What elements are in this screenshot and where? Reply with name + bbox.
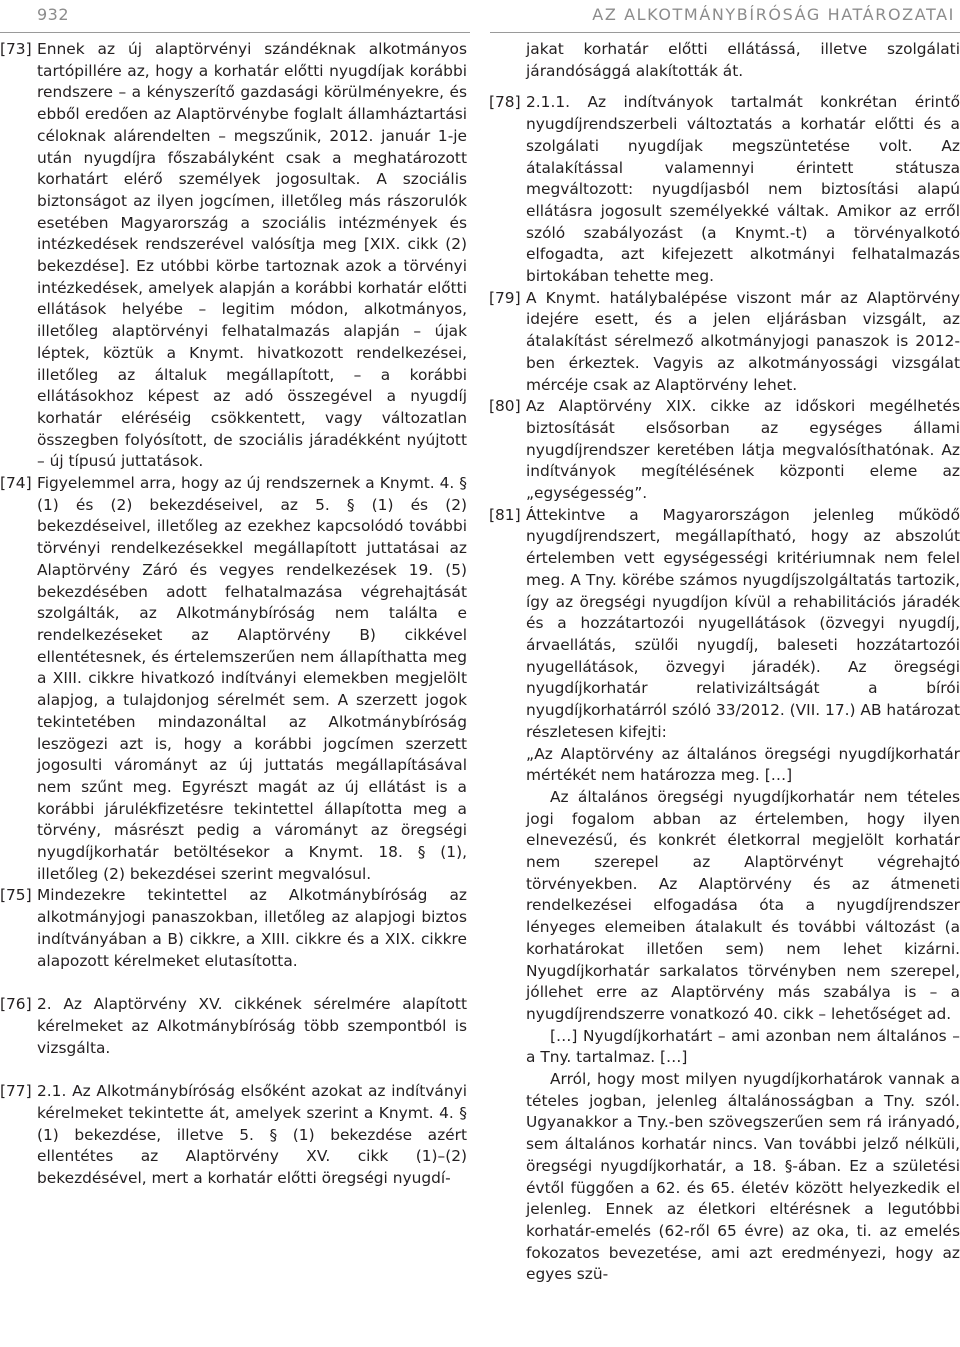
paragraph-text: Figyelemmel arra, hogy az új rendszernek a Knymt. 4. § (1) és (2) bekezdéseivel, az 5. § (1) és (2) bekezdéseivel, illetőleg az ezekhez kapcsolódó további törvényi rendelkezésekkel megállapított juttatásai az Alaptörvény Záró és vegyes rendelkezések 19. (5) bekezdésében adott felhatalmazása végrehajtását szolgálták, az Alkotmánybíróság nem találta e rendelkezéseket az Alaptörvény B) cikkével ellentétesnek, és értelemszerűen nem állapíthatta meg a XIII. cikkre hivatkozó indítványi elemekben megjelölt alapjog, a tulajdonjog sérelmét sem. A szerzett jogok tekintetében mindazonáltal az Alkotmánybíróság leszögezi azt is, hogy a korábbi jogcímen szerzett jogosulti várományt az új juttatás megállapításával nem szűnt meg. Egyrészt magát az új ellátást is a korábbi járulékfizetésre tekintettel állapította meg a törvény, másrészt pedig a várományt az öregségi nyugdíjkorhatár betöltésekor a Knymt. 18. § (1), illetőleg (2) bekezdései szerint megvalósul.: [37, 474, 467, 883]
paragraph-number: [79]: [489, 288, 521, 307]
paragraph-number: [78]: [489, 93, 521, 112]
quote-line: „Az Alaptörvény az általános öregségi nyugdíjkorhatár mértékét nem határozza meg. […]: [526, 744, 960, 785]
paragraph-number: [74]: [0, 474, 32, 493]
paragraph-79: [489, 288, 960, 397]
paragraph-number: [76]: [0, 995, 32, 1014]
header-rule-right: [490, 32, 960, 33]
page-number: 932: [37, 5, 70, 24]
running-title: AZ ALKOTMÁNYBÍRÓSÁG HATÁROZATAI: [592, 5, 955, 24]
paragraph-78: [489, 92, 960, 287]
paragraph-number: [81]: [489, 505, 521, 524]
quote-line: Arról, hogy most milyen nyugdíjkorhatárok vannak a tételes jogban, jelenleg általánosságban a Tny. szól. Ugyanakkor a Tny.-ben szövegszerűen sem rá irányadó, sem általános korhatár nincs. Van további jelző nélküli, öregségi nyugdíjkorhatár, a 18. §-ában. Ez a születési évtől függően a 62. és 65. életév között helyezkedik el jelenleg. Ennek az életkori eltérésnek a legutóbbi korhatár-emelés (62-ről 65 évre) az oka, ti. az emelés fokozatos bevezetése, ami azt eredményezi, hogy az egyes szü-: [526, 1070, 960, 1284]
paragraph-76: [0, 994, 467, 1059]
right-column: [489, 39, 960, 1286]
paragraph-text: A Knymt. hatálybalépése viszont már az Alaptörvény idejére esett, és a jelen eljárásban vizsgált, az átalakítást sérelmező alkotmányjogi panaszok is 2012-ben érkeztek. Vagyis az alkotmányossági vizsgálat mércéje csak az Alaptörvény lehet.: [526, 288, 960, 394]
paragraph-number: [80]: [489, 397, 521, 416]
paragraph-number: [73]: [0, 40, 32, 58]
quote-line: […] Nyugdíjkorhatárt – ami azonban nem általános – a Tny. tartalmaz. […]: [526, 1026, 960, 1067]
paragraph-81: [489, 505, 960, 744]
paragraph-73: [0, 39, 467, 473]
paragraph-text: jakat korhatár előtti ellátássá, illetve szolgálati járandósággá alakították át.: [526, 40, 960, 80]
paragraph-77: [0, 1081, 467, 1190]
paragraph-80: [489, 396, 960, 505]
paragraph-text: Mindezekre tekintettel az Alkotmánybíróság az alkotmányjogi panaszokban, illetőleg az alapjogi biztos indítványában a B) cikkre, a XIII. cikkre és a XIX. cikkre alapozott kérelmeket elutasította.: [37, 886, 467, 970]
paragraph-number: [77]: [0, 1082, 32, 1101]
quote-line: Az általános öregségi nyugdíjkorhatár nem tételes jogi fogalom abban az értelemben, hogy ilyen elnevezésű, és konkrét életkorral megjelölt korhatár nem szerepel az Alaptörvényt végrehajtó törvényekben. Az Alaptörvény és az átmeneti rendelkezései elfogadása óta a nyugdíjrendszer lényeges elemeiben átalakult és további változást (a korhatárokat illetően sem) nem lehet kizárni. Nyugdíjkorhatár sarkalatos törvényben nem szerepel, jóllehet erre az Alaptörvény más szabálya is – a nyugdíjrendszerre vonatkozó 40. cikk – lehetőséget ad.: [526, 787, 960, 1023]
paragraph-text: 2.1.1. Az indítványok tartalmát konkrétan érintő nyugdíjrendszerbeli változtatás a korhatár előtti és a szolgálati nyugdíjak megszüntetése volt. Az átalakítással valamennyi érintett státusza megváltozott: nyugdíjasból nem biztosítási alapú ellátásra jogosult személyekké váltak. Amikor az erről szóló szabályozást (a Knymt.-t) a törvényalkotó elfogadta, azt kifejezett alkotmányi felhatalmazás birtokában tehette meg.: [526, 93, 960, 286]
paragraph-text: 2. Az Alaptörvény XV. cikkének sérelmére alapított kérelmeket az Alkotmánybíróság több szempontból is vizsgálta.: [37, 995, 467, 1057]
paragraph-text: Áttekintve a Magyarországon jelenleg működő nyugdíjrendszert, megállapítható, hogy az abszolút értelemben vett egységességi kritériumnak nem felel meg. A Tny. körébe számos nyugdíjszolgáltatás tartozik, így az öregségi nyugdíjon kívül a rehabilitációs járadék és a hozzátartozói nyugellátások (özvegyi nyugdíj, árvaellátás, szülői nyugdíj, baleseti hozzátartozói nyugellátások, özvegyi járadék). Az öregségi nyugdíjkorhatár relativizáltságát a bírói nyugdíjkorhatárról szóló 33/2012. (VII. 17.) AB határozat részletesen kifejti:: [526, 505, 960, 741]
paragraph-text: Ennek az új alaptörvényi szándéknak alkotmányos tartópillére az, hogy a korhatár előtti nyugdíjak korábbi rendszere – a kényszerítő gazdasági körülményekre, és ebből eredően az Alaptörvénybe foglalt államháztartási céloknak alárendelten – megszűnik, 2012. január 1-je után nyugdíjra főszabályként csak a meghatározott korhatárt elérő személyek jogosultak. A szociális biztonságot az ilyen jogcímen, illetőleg más rászorulók esetében Magyarország a szociális intézmények és intézkedések rendszerével valósítja meg [XIX. cikk (2) bekezdése]. Ez utóbbi körbe tartoznak azok a törvényi intézkedések, amelyek alapján a korábbi korhatár előtti ellátások helyébe – legitim módon, alkotmányos, illetőleg alaptörvényi felhatalmazás alapján – újak léptek, köztük a Knymt. hivatkozott rendelkezései, illetőleg az általuk megállapított, – a korábbi ellátásokhoz képest az adó összegével a nyugdíj korhatár eléréséig csökkentett, vagy változatlan összegben folyósított, de szociális járadékként nyújtott – új típusú juttatások.: [37, 40, 467, 471]
paragraph-text: 2.1. Az Alkotmánybíróság elsőként azokat az indítványi kérelmeket tekintette át, amelyek szerint a Knymt. 4. § (1) bekezdése, illetve 5. § (1) bekezdése azért ellentétes az Alaptörvény XV. cikk (1)–(2) bekezdésével, mert a korhatár előtti öregségi nyugdí-: [37, 1082, 467, 1188]
continued-paragraph-77: [489, 39, 960, 82]
page-header: [0, 0, 960, 30]
left-column: [0, 39, 467, 1190]
header-rule-left: [0, 32, 470, 33]
paragraph-number: [75]: [0, 886, 32, 905]
paragraph-75: [0, 885, 467, 972]
paragraph-text: Az Alaptörvény XIX. cikke az időskori megélhetés biztosítását elsősorban az egységes állami nyugdíjrendszer keretében látja megvalósíthatónak. Az indítványok megítélésének központi eleme az „egységesség”.: [526, 397, 960, 503]
paragraph-74: [0, 473, 467, 885]
